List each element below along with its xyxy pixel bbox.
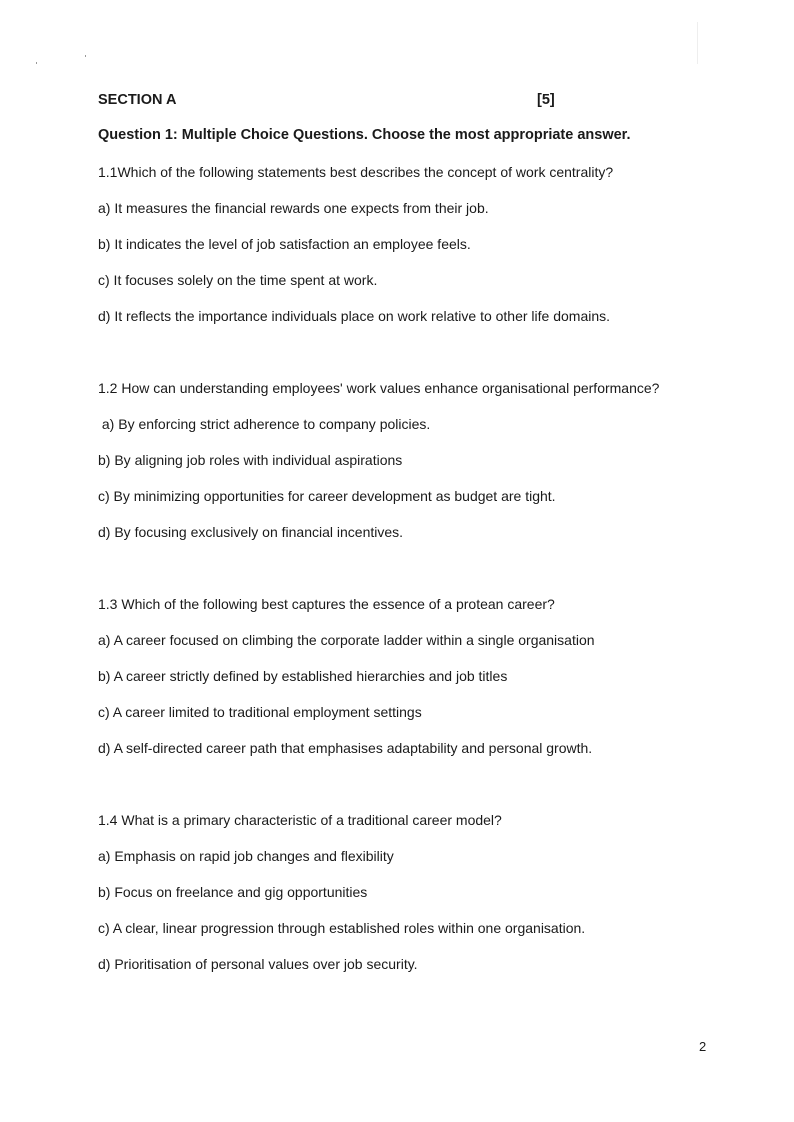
answer-option: b) It indicates the level of job satisfaction an employee feels.: [98, 236, 471, 252]
answer-option: c) It focuses solely on the time spent at work.: [98, 272, 378, 288]
question-stem: 1.3 Which of the following best captures the essence of a protean career?: [98, 596, 555, 612]
answer-option: a) Emphasis on rapid job changes and flexibility: [98, 848, 394, 864]
answer-option: b) Focus on freelance and gig opportunities: [98, 884, 368, 900]
page-number: 2: [699, 1039, 707, 1054]
question-stem: 1.4 What is a primary characteristic of a traditional career model?: [98, 812, 502, 828]
scan-speck: [36, 62, 37, 64]
answer-option: a) By enforcing strict adherence to company policies.: [98, 416, 431, 432]
scan-edge: [697, 22, 698, 64]
answer-option: d) A self-directed career path that emphasises adaptability and personal growth.: [98, 740, 593, 756]
question-header: Question 1: Multiple Choice Questions. Choose the most appropriate answer.: [98, 127, 631, 143]
question-block: [98, 586, 738, 766]
scan-speck: [85, 55, 86, 57]
question-block: [98, 370, 738, 550]
answer-option: c) A career limited to traditional employment settings: [98, 704, 422, 720]
answer-option: b) A career strictly defined by established hierarchies and job titles: [98, 668, 508, 684]
section-title: SECTION A: [98, 92, 177, 108]
question-list: [98, 154, 738, 1018]
question-block: [98, 154, 738, 334]
answer-option: b) By aligning job roles with individual aspirations: [98, 452, 403, 468]
question-stem: 1.2 How can understanding employees' work values enhance organisational performance?: [98, 380, 660, 396]
answer-option: d) Prioritisation of personal values over job security.: [98, 956, 418, 972]
answer-option: c) A clear, linear progression through established roles within one organisation.: [98, 920, 586, 936]
answer-option: a) A career focused on climbing the corporate ladder within a single organisation: [98, 632, 595, 648]
answer-option: d) It reflects the importance individuals place on work relative to other life domains.: [98, 308, 611, 324]
answer-option: a) It measures the financial rewards one expects from their job.: [98, 200, 489, 216]
answer-option: c) By minimizing opportunities for career development as budget are tight.: [98, 488, 556, 504]
question-stem: 1.1Which of the following statements best describes the concept of work centrality?: [98, 164, 614, 180]
answer-option: d) By focusing exclusively on financial incentives.: [98, 524, 404, 540]
question-block: [98, 802, 738, 982]
section-marks: [5]: [537, 92, 555, 108]
